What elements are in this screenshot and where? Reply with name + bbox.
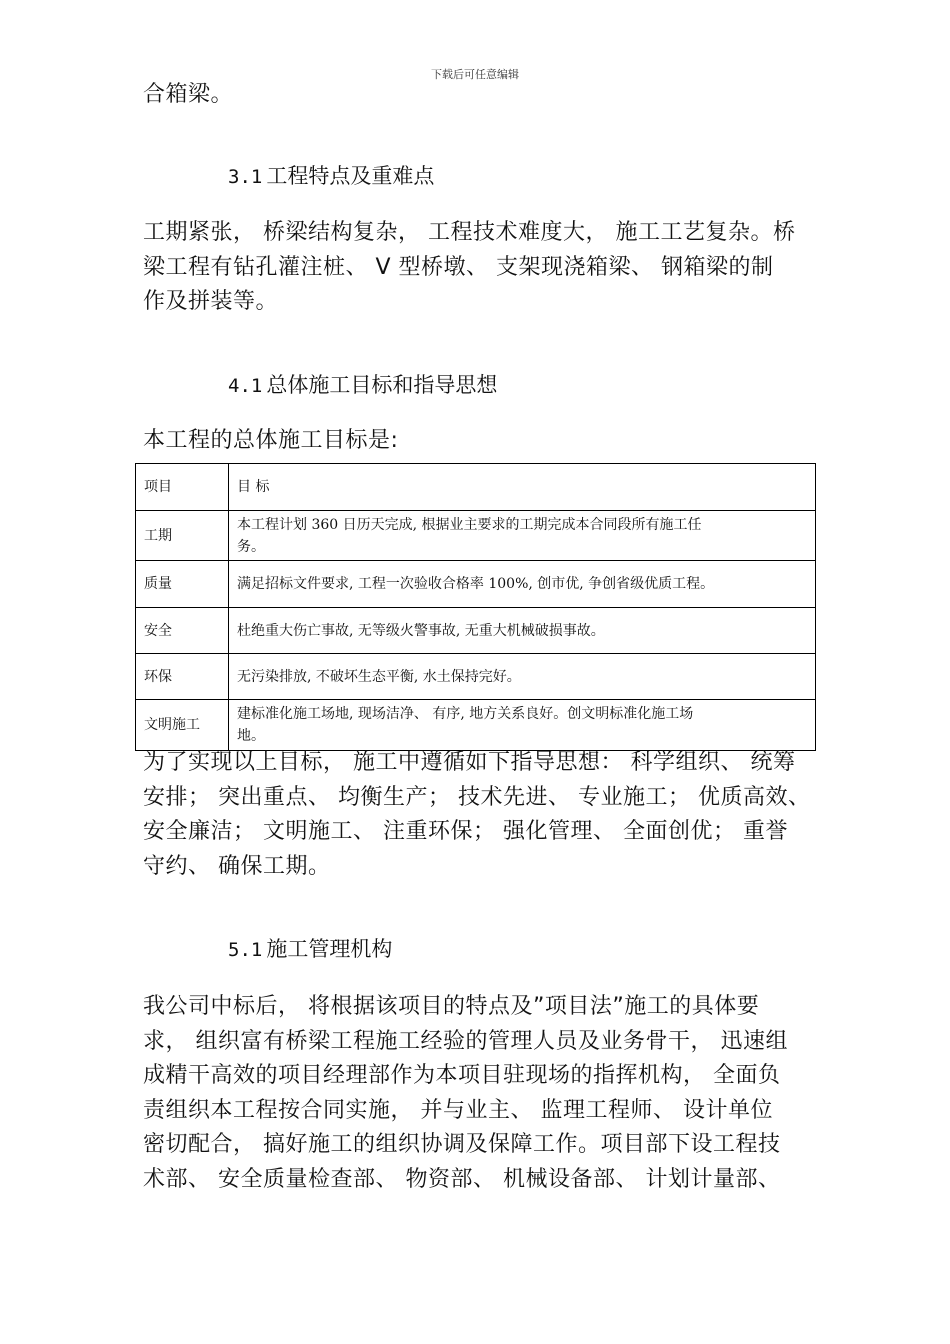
section-4-paragraph	[143, 746, 815, 884]
row-goal-cell	[229, 700, 816, 751]
table-row	[136, 654, 816, 700]
row-item-cell: 安全	[136, 608, 229, 654]
paragraph-line: 作及拼装等。	[143, 289, 279, 314]
table-row	[136, 608, 816, 654]
page-header: 下载后可任意编辑	[431, 68, 519, 81]
row-item-cell: 工期	[136, 511, 229, 561]
header-cell-goal: 目 标	[229, 464, 816, 511]
section-3-heading	[228, 161, 434, 192]
table-row	[136, 511, 816, 561]
paragraph-line: 求， 组织富有桥梁工程施工经验的管理人员及业务骨干， 迅速组	[143, 1028, 788, 1054]
goal-line: 建标准化施工场地, 现场洁净、 有序, 地方关系良好。创文明标准化施工场	[237, 706, 694, 722]
paragraph-line: 工期紧张， 桥梁结构复杂， 工程技术难度大， 施工工艺复杂。桥	[143, 220, 796, 245]
paragraph-line: 守约、 确保工期。	[143, 853, 331, 879]
table-row	[136, 561, 816, 608]
row-item-cell: 文明施工	[136, 700, 229, 751]
goal-line: 本工程计划 360 日历天完成, 根据业主要求的工期完成本合同段所有施工任	[237, 516, 702, 533]
section-3-paragraph	[143, 216, 815, 320]
paragraph-line: 安全廉洁； 文明施工、 注重环保； 强化管理、 全面创优； 重誉	[143, 819, 788, 844]
goal-line: 满足招标文件要求, 工程一次验收合格率 100%, 创市优, 争创省级优质工程。	[237, 576, 715, 592]
section-number: 5.1	[228, 939, 263, 961]
section-number: 3.1	[228, 166, 263, 188]
section-title: 施工管理机构	[266, 937, 393, 961]
row-goal-cell	[229, 608, 816, 654]
section-number: 4.1	[228, 375, 263, 397]
header-cell-item: 项目	[136, 464, 229, 511]
goal-line: 杜绝重大伤亡事故, 无等级火警事故, 无重大机械破损事故。	[237, 622, 605, 639]
table-row	[136, 700, 816, 751]
paragraph-line: 责组织本工程按合同实施， 并与业主、 监理工程师、 设计单位	[143, 1097, 773, 1123]
goals-table	[135, 463, 816, 751]
section-4-heading	[228, 370, 497, 401]
row-goal-cell	[229, 561, 816, 608]
paragraph-line: 我公司中标后， 将根据该项目的特点及”项目法”施工的具体要	[143, 994, 760, 1019]
row-goal-cell	[229, 654, 816, 700]
paragraph-line: 合箱梁。	[143, 82, 234, 107]
table-header-row	[136, 464, 816, 511]
section-title: 总体施工目标和指导思想	[266, 373, 498, 397]
table-intro	[143, 424, 815, 459]
goal-line: 务。	[237, 538, 265, 555]
section-5-heading	[228, 934, 392, 965]
paragraph-line: 密切配合， 搞好施工的组织协调及保障工作。项目部下设工程技	[143, 1132, 781, 1157]
paragraph-line: 为了实现以上目标， 施工中遵循如下指导思想： 科学组织、 统筹	[143, 750, 796, 775]
paragraph-line: 安排； 突出重点、 均衡生产； 技术先进、 专业施工； 优质高效、	[143, 784, 811, 810]
paragraph-line: 术部、 安全质量检查部、 物资部、 机械设备部、 计划计量部、	[143, 1166, 781, 1192]
intro-paragraph	[143, 78, 815, 113]
goal-line: 地。	[237, 728, 265, 744]
goal-line: 无污染排放, 不破坏生态平衡, 水土保持完好。	[237, 668, 521, 685]
section-5-paragraph	[143, 990, 815, 1197]
row-item-cell: 质量	[136, 561, 229, 608]
paragraph-line: 梁工程有钻孔灌注桩、 V 型桥墩、 支架现浇箱梁、 钢箱梁的制	[143, 254, 774, 280]
paragraph-line: 成精干高效的项目经理部作为本项目驻现场的指挥机构， 全面负	[143, 1063, 781, 1088]
paragraph-line: 本工程的总体施工目标是:	[143, 428, 399, 453]
section-title: 工程特点及重难点	[266, 164, 435, 188]
row-item-cell: 环保	[136, 654, 229, 700]
row-goal-cell	[229, 511, 816, 561]
